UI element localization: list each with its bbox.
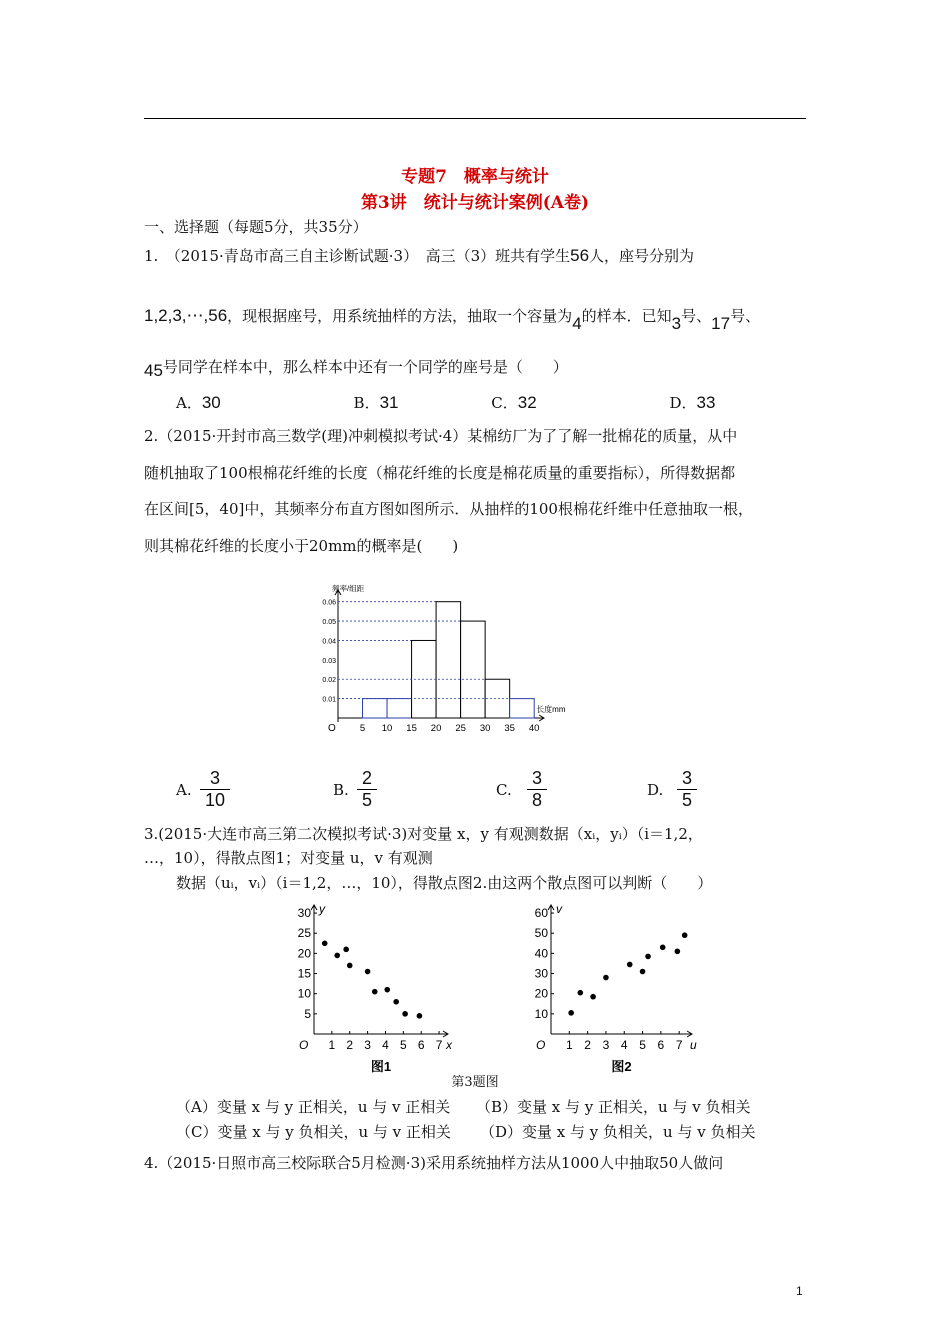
- histogram-chart: [314, 584, 566, 756]
- scatter-point: [640, 969, 646, 975]
- histogram-bar: [485, 679, 510, 718]
- x-tick-label: 20: [430, 723, 442, 734]
- q1-line1: 1. （2015·青岛市高三自主诊断试题·3） 高三（3）班共有学生56人，座号分别为: [144, 246, 695, 265]
- x-tick-label: 2: [584, 1038, 591, 1052]
- x-tick-label: 5: [359, 723, 366, 734]
- y-tick-label: 30: [297, 906, 311, 921]
- q2-line4: 则其棉花纤维的长度小于20mm的概率是( ): [144, 537, 459, 555]
- q2-option-d-label: D.: [647, 781, 664, 799]
- q2-option-c-fraction: $\frac{3}{8}$: [527, 768, 547, 811]
- y-axis-label: 频率/组距: [332, 584, 365, 593]
- scatter-plot-1: [286, 900, 456, 1080]
- page-title: 专题7 概率与统计: [401, 167, 549, 187]
- q3-line2: …，10），得散点图1；对变量 u，v 有观测: [144, 849, 433, 867]
- scatter-point: [682, 932, 688, 938]
- q3-option-b: （B）变量 x 与 y 正相关，u 与 v 负相关: [476, 1098, 751, 1116]
- y-tick-label: 5: [304, 1006, 311, 1021]
- x-axis-label: u: [690, 1038, 697, 1052]
- y-tick-label: 0.02: [322, 677, 336, 685]
- q2-line3: 在区间[5，40]中，其频率分布直方图如图所示．从抽样的100根棉花纤维中任意抽取一根，: [144, 500, 753, 518]
- q1-line2: 1,2,3,⋯,56，现根据座号，用系统抽样的方法，抽取一个容量为4的样本．已知3号、17号、: [144, 306, 761, 333]
- q3-option-a: （A）变量 x 与 y 正相关，u 与 v 正相关: [176, 1098, 451, 1116]
- x-tick-label: 3: [602, 1038, 610, 1052]
- origin-label: O: [328, 723, 336, 734]
- q3-option-d: （D）变量 x 与 y 负相关，u 与 v 负相关: [480, 1123, 756, 1141]
- q2-option-b-label: B.: [333, 781, 349, 799]
- q3-option-c: （C）变量 x 与 y 负相关，u 与 v 正相关: [176, 1123, 451, 1141]
- x-tick-label: 25: [455, 723, 466, 734]
- x-tick-label: 15: [406, 723, 417, 734]
- q2-option-c-label: C.: [496, 781, 512, 799]
- y-tick-label: 40: [534, 946, 548, 961]
- x-tick-label: 40: [528, 723, 540, 734]
- y-tick-label: 0.01: [322, 696, 336, 704]
- q3-line1: 3.(2015·大连市高三第二次模拟考试·3)对变量 x，y 有观测数据（xᵢ，yᵢ）（i＝1,2，: [144, 825, 703, 843]
- figure-title: 图1: [370, 1059, 392, 1074]
- q1-options: A．30 B．31 C．32 D．33: [176, 393, 716, 412]
- x-tick-label: 6: [417, 1038, 425, 1052]
- scatter-point: [627, 962, 633, 968]
- x-tick-label: 1: [565, 1038, 573, 1052]
- x-tick-label: 4: [382, 1038, 389, 1052]
- page-subtitle: 第3讲 统计与统计案例(A卷): [360, 193, 590, 213]
- origin-label: O: [299, 1038, 309, 1052]
- figure-caption: 第3题图: [451, 1075, 499, 1090]
- y-tick-label: 0.06: [322, 599, 336, 607]
- q2-option-b-fraction: $\frac{2}{5}$: [357, 768, 377, 811]
- y-tick-label: 0.04: [322, 638, 336, 646]
- y-tick-label: 20: [297, 946, 311, 961]
- scatter-point: [343, 947, 349, 953]
- q4-line1: 4.（2015·日照市高三校际联合5月检测·3)采用系统抽样方法从1000人中抽取50人做问: [144, 1154, 724, 1172]
- scatter-point: [322, 940, 328, 946]
- scatter-point: [603, 975, 609, 981]
- x-tick-label: 5: [639, 1038, 646, 1052]
- q2-option-d-fraction: $\frac{3}{5}$: [677, 768, 697, 811]
- figure-title: 图2: [611, 1059, 632, 1074]
- histogram-bar: [436, 602, 461, 718]
- y-tick-label: 30: [534, 966, 548, 981]
- y-tick-label: 10: [534, 1006, 548, 1021]
- scatter-point: [417, 1013, 423, 1019]
- histogram-bar: [461, 621, 486, 718]
- histogram-bar: [387, 699, 412, 718]
- x-tick-label: 4: [620, 1038, 628, 1052]
- x-tick-label: 7: [435, 1038, 443, 1052]
- x-tick-label: 7: [675, 1038, 683, 1052]
- x-tick-label: 10: [381, 723, 393, 734]
- y-tick-label: 0.05: [322, 619, 336, 627]
- scatter-point: [402, 1011, 408, 1017]
- y-axis-label: y: [319, 902, 325, 916]
- q2-option-a-label: A.: [176, 781, 192, 799]
- y-tick-label: 0.03: [322, 657, 336, 665]
- y-tick-label: 15: [297, 966, 311, 981]
- y-tick-label: 10: [297, 986, 311, 1001]
- x-tick-label: 5: [399, 1038, 407, 1052]
- scatter-point: [660, 945, 666, 951]
- y-tick-label: 25: [297, 926, 311, 941]
- section-heading: 一、选择题（每题5分，共35分）: [144, 218, 368, 236]
- x-tick-label: 6: [657, 1038, 665, 1052]
- q2-option-a-fraction: $\frac{3}{10}$: [200, 768, 230, 811]
- scatter-point: [393, 999, 399, 1005]
- origin-label: O: [536, 1038, 546, 1052]
- scatter-point: [590, 994, 596, 1000]
- scatter-point: [645, 954, 651, 960]
- q1-line3: 45号同学在样本中，那么样本中还有一个同学的座号是（ ）: [144, 358, 568, 380]
- x-tick-label: 30: [479, 723, 491, 734]
- x-tick-label: 2: [346, 1038, 354, 1052]
- scatter-point: [347, 963, 353, 969]
- scatter-point: [568, 1010, 574, 1016]
- header-rule: [144, 118, 806, 119]
- y-tick-label: 60: [534, 906, 548, 921]
- y-tick-label: 50: [534, 926, 548, 941]
- scatter-plot-2: [522, 900, 702, 1080]
- y-tick-label: 20: [534, 986, 548, 1001]
- x-axis-label: 长度mm: [536, 705, 566, 714]
- scatter-point: [372, 989, 378, 995]
- scatter-point: [334, 953, 340, 959]
- histogram-bar: [510, 699, 535, 718]
- y-axis-label: v: [556, 902, 562, 916]
- scatter-point: [365, 969, 371, 975]
- histogram-bar: [363, 699, 388, 718]
- q3-line3: 数据（uᵢ，vᵢ）（i＝1,2，…，10），得散点图2.由这两个散点图可以判断（ ）: [176, 874, 713, 892]
- scatter-point: [577, 990, 583, 996]
- page-number: 1: [796, 1284, 803, 1298]
- scatter-point: [384, 987, 390, 993]
- x-axis-label: x: [446, 1038, 452, 1052]
- scatter-point: [675, 949, 681, 955]
- q2-line2: 随机抽取了100根棉花纤维的长度（棉花纤维的长度是棉花质量的重要指标），所得数据都: [144, 464, 736, 482]
- x-tick-label: 35: [504, 723, 515, 734]
- q2-line1: 2.（2015·开封市高三数学(理)冲刺模拟考试·4）某棉纺厂为了了解一批棉花的质量，从中: [144, 427, 738, 445]
- x-tick-label: 1: [328, 1038, 336, 1052]
- x-tick-label: 3: [364, 1038, 371, 1052]
